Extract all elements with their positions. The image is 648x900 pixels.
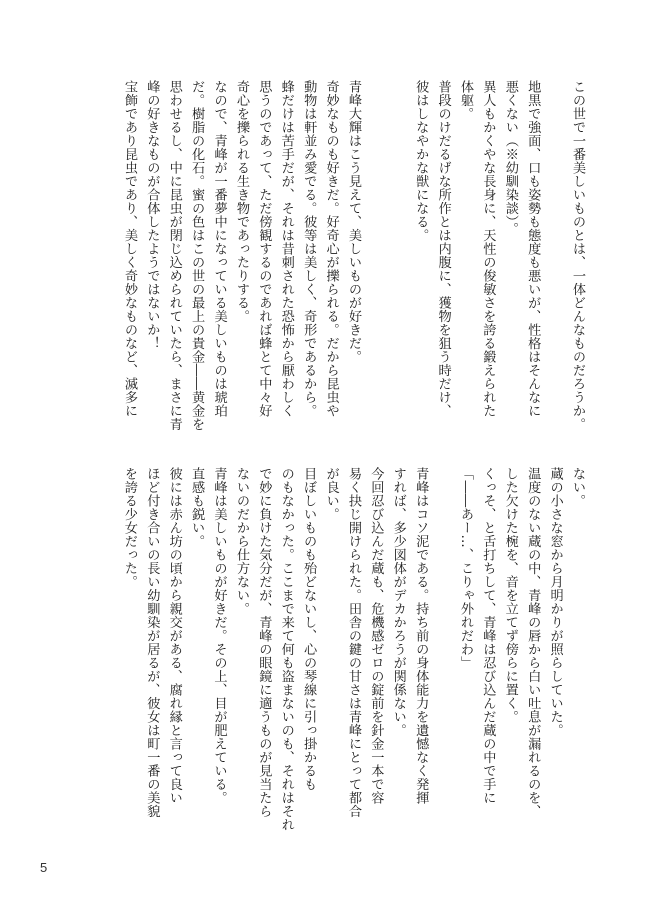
text-line: [431, 467, 453, 847]
text-line: [386, 80, 408, 460]
text-line: なので、青峰が一番夢中になっている美しいものは琥珀: [211, 80, 227, 418]
text-line: 温度のない蔵の中、青峰の唇から白い吐息が漏れるのを、: [525, 467, 541, 818]
text-line: くっそ、と舌打ちして、青峰は忍び込んだ蔵の中で手に: [480, 467, 496, 805]
text-line: この世で一番美しいものとは、一体どんなものだろうか。: [570, 80, 585, 431]
text-line: すれば、多少図体がデカかろうが関係ない。: [390, 467, 406, 737]
text-line: で妙に負けた気分だが、青峰の眼鏡に適うものが見当たら: [256, 467, 272, 818]
text-line: 目ぼしいものも殆どないし、心の琴線に引っ掛かるも: [301, 467, 317, 791]
text-line: 思わせるし、中に昆虫が閉じ込められていたら、まさに青: [166, 80, 182, 431]
text-line: 青峰大輝はこう見えて、美しいものが好きだ。: [345, 80, 361, 364]
text-line: 地黒で強面、口も姿勢も態度も悪いが、性格はそんなに: [525, 80, 541, 418]
text-line: 「――あー…、こりゃ外れだわ」: [457, 467, 473, 670]
text-line: 宝飾であり昆虫であり、美しく奇妙なものなど、滅多に: [121, 80, 137, 418]
text-line: 今回忍び込んだ蔵も、危機感ゼロの錠前を針金一本で容: [368, 467, 384, 805]
text-line: 蜂だけは苦手だが、それは昔刺された恐怖から厭わしく: [278, 80, 294, 418]
text-line: 青峰は美しいものが好きだ。その上、目が肥えている。: [211, 467, 227, 805]
text-line: 異人もかくやな長身に、天性の俊敏さを誇る鍛えられた: [480, 80, 496, 418]
text-line: 直感も鋭い。: [189, 467, 205, 548]
text-line: 動物は軒並み愛でる。彼等は美しく、奇形であるから。: [301, 80, 317, 418]
page-number: 5: [40, 860, 48, 875]
text-line: だ。樹脂の化石。蜜の色はこの世の最上の貴金――黄金を: [189, 80, 205, 431]
text-line: 易く抉じ開けられた。田舎の鍵の甘さは青峰にとって都合: [345, 467, 361, 818]
text-line: のもなかった。ここまで来て何も盗まないのも、それはそれ: [278, 467, 294, 832]
text-line: が良い。: [323, 467, 339, 521]
upper-text-block: [118, 80, 588, 460]
text-line: ほど付き合いの長い幼馴染が居るが、彼女は町一番の美貌: [144, 467, 160, 818]
text-line: 奇妙なものも好きだ。好奇心が擽られる。だから昆虫や: [323, 80, 339, 418]
text-line: [364, 80, 386, 460]
text-line: 普段のけだるげな所作とは内腹に、獲物を狙う時だけ、: [435, 80, 451, 418]
text-line: 奇心を擽られる生き物であったりする。: [233, 80, 249, 323]
text-line: を誇る少女だった。: [121, 467, 137, 589]
text-line: 思うのであって、ただ傍観するのであれば蜂とて中々好: [256, 80, 272, 418]
text-line: ない。: [570, 467, 585, 508]
text-line: 蔵の小さな窓から月明かりが照らしていた。: [547, 467, 563, 737]
text-line: 青峰はコソ泥である。持ち前の身体能力を遺憾なく発揮: [413, 467, 429, 805]
text-line: 彼には赤ん坊の頃から親交がある、腐れ縁と言って良い: [166, 467, 182, 805]
text-line: [543, 80, 565, 460]
text-line: 彼はしなやかな獣になる。: [413, 80, 429, 242]
text-line: 悪くない（※幼馴染談）。: [502, 80, 518, 236]
lower-text-block: [117, 467, 588, 847]
text-line: した欠けた椀を、音を立てず傍らに置く。: [502, 467, 518, 724]
text-line: ないのだから仕方ない。: [233, 467, 249, 616]
text-line: 体躯。: [457, 80, 473, 121]
text-line: 峰の好きなものが合体したようではないか！: [144, 80, 160, 350]
